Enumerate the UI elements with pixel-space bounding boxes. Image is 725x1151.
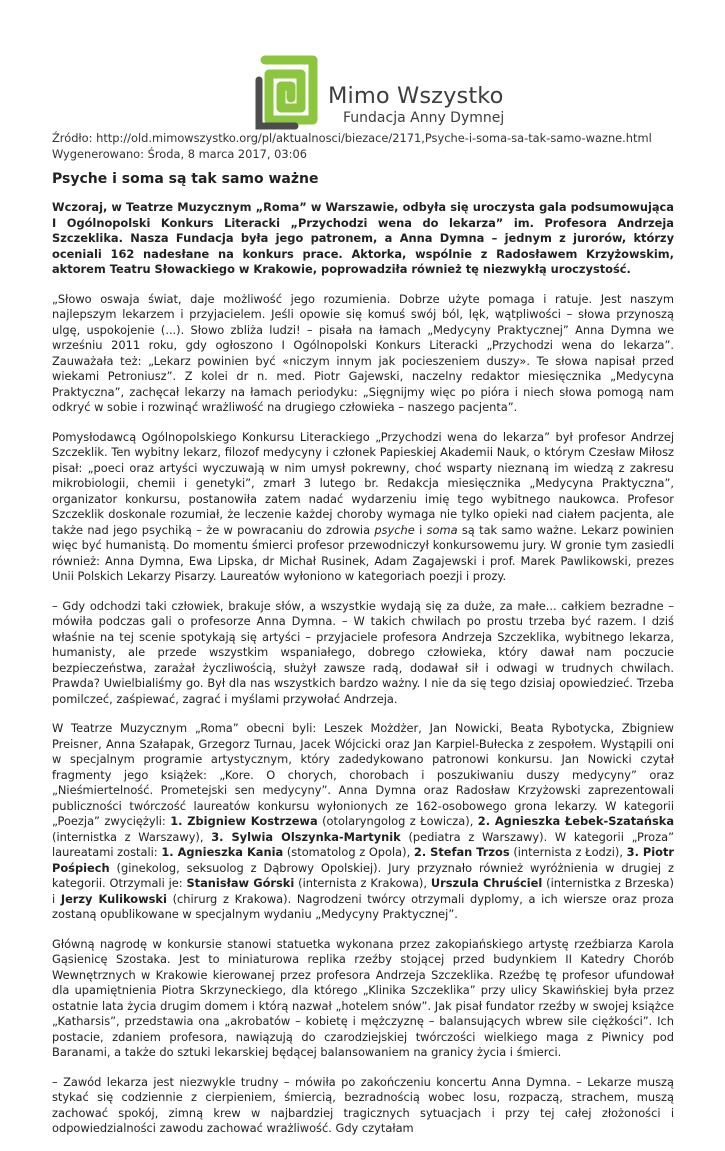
soma-term: soma (426, 522, 458, 537)
paragraph-4 (52, 721, 674, 923)
distinction-desc: (internistka z Brzeska) i (52, 876, 674, 906)
winner-name: 1. Zbigniew Kostrzewa (170, 814, 318, 828)
winner-desc: (stomatolog z Opola), (286, 845, 411, 859)
winner-desc: (internista z Łodzi), (513, 845, 623, 859)
logo-subtitle: Fundacja Anny Dymnej (343, 110, 505, 126)
psyche-term: psyche (374, 522, 415, 537)
distinction-desc: (chirurg z Krakowa). Nagrodzeni twórcy otrzymali dyplomy, a ich wiersze oraz proza zostaną opublikowane w specjalnym wydaniu „Medycyny Praktycznej”. (52, 891, 675, 921)
paragraph-5: Główną nagrodę w konkursie stanowi statuetka wykonana przez zakopiańskiego artystę rzeźbiarza Karola Gąsienicę Szostaka. Jest to miniaturowa replika rzeźby stojącej przed budynkiem II Katedry Chorób Wewnętrznych w Krakowie kierowanej przez profesora Andrzeja Szczeklika. Rzeźbę tę profesor ufundował dla upamiętnienia Piotra Skrzyneckiego, dla którego „Klinika Szczeklika” przy ulicy Skawińskiej była przez ostatnie lata życia drugim domem i którą nazwał „hotelem snów”. Jak pisał fundator rzeźby w swojej książce „Katharsis”, przedstawia ona „akrobatów – kobietę i mężczyznę – balansujących wbrew sile ciężkości”. Ich postacie, zdaniem profesora, nawiązują do czarodziejskiej twórczości wielkiego maga z Piwnicy pod Baranami, a także do sztuki lekarskiej będącej balansowaniem na granicy życia i śmierci. (52, 936, 674, 1059)
distinction-desc: (internista z Krakowa), (298, 876, 427, 890)
paragraph-6: – Zawód lekarza jest niezwykle trudny – mówiła po zakończeniu koncertu Anna Dymna. – Lekarze muszą stykać się codziennie z cierpieniem, śmiercią, bezradnością wobec losu, rozpaczą, strachem, muszą zachować spokój, zimną krew w najbardziej tragicznych sytuacjach i przy tej całej złożoności i odpowiedzialności zawodu zachować wrażliwość. Gdy czytałam (52, 1074, 674, 1135)
winner-desc: (otolaryngolog z Łowicza), (322, 814, 474, 828)
generated-date: Wygenerowano: Środa, 8 marca 2017, 03:06 (52, 146, 307, 161)
distinction-name: Jerzy Kulikowski (60, 891, 167, 906)
winner-name: 1. Agnieszka Kania (161, 845, 284, 859)
winner-desc: (internistka z Warszawy), (52, 829, 204, 844)
paragraph-1: „Słowo oswaja świat, daje możliwość jego rozumienia. Dobrze użyte pomaga i ratuje. Jest naszym najlepszym lekarzem i przyjacielem. Jeśli opowie się komuś swój ból, lęk, wątpliwości – słowa przynoszą ulgę, uspokojenie (...). Słowo zbliża ludzi! – pisała na łamach „Medycyny Praktycznej” Anna Dymna we wrześniu 2011 roku, gdy ogłoszono I Ogólnopolski Konkurs Literacki „Przychodzi wena do lekarza”. Zauważała też: „Lekarz powinien być «niczym innym jak pocieszeniem duszy». Te słowa napisał przed wiekami Petroniusz”. Z kolei dr n. med. Piotr Gajewski, naczelny redaktor miesięcznika „Medycyna Praktyczna”, zachęcał lekarzy na łamach periodyku: „Sięgnijmy więc po pióra i niech słowa pomogą nam odkryć w sobie i rozwinąć wrażliwość na drugiego człowieka – naszego pacjenta”. (52, 291, 674, 414)
paragraph-2-text-b: są tak samo ważne. Lekarz powinien więc być humanistą. Do momentu śmierci profesor przewodniczył konkursowemu jury. W gronie tym zasiedli również: Anna Dymna, Ewa Lipska, dr Michał Rusinek, Adam Zagajewski i prof. Marek Pawlikowski, prezes Unii Polskich Lekarzy Pisarzy. Laureatów wyłoniono w kategoriach poezji i prozy. (52, 522, 674, 583)
document-meta (52, 131, 692, 162)
winner-name: 3. Sylwia Olszynka-Martynik (211, 829, 401, 844)
spiral-icon (255, 52, 323, 132)
source-url: Źródło: http://old.mimowszystko.org/pl/aktualnosci/biezace/2171,Psyche-i-soma-sa-tak-samo-wazne.html (52, 131, 652, 145)
paragraph-2 (52, 430, 674, 585)
winner-desc: (ginekolog, seksuolog z Dąbrowy Opolskiej). Jury przyznało również wyróżnienia w drugiej z kategorii. Otrzymali je: (52, 860, 674, 890)
paragraph-4-intro: W Teatrze Muzycznym „Roma” obecni byli: Leszek Możdżer, Jan Nowicki, Beata Rybotycka, Zbigniew Preisner, Anna Szałapak, Grzegorz Turnau, Jacek Wójcicki oraz Jan Karpiel-Bułecka z zespołem. Wystąpili oni w specjalnym programie artystycznym, który zadedykowano patronowi konkursu. Jan Nowicki czytał fragmenty jego książek: „Kore. O chorych, chorobach i poszukiwaniu duszy medycyny” oraz „Nieśmiertelność. Prometejski sen medycyny”. Anna Dymna oraz Radosław Krzyżowski zaprezentowali publiczności twórczość laureatów konkursu wyłonionych ze 162-osobowego grona lekarzy. W kategorii „Poezja” zwyciężyli: (52, 721, 674, 828)
paragraph-2-and: i (419, 522, 423, 537)
paragraph-2-text-a: Pomysłodawcą Ogólnopolskiego Konkursu Literackiego „Przychodzi wena do lekarza” był profesor Andrzej Szczeklik. Ten wybitny lekarz, filozof medycyny i członek Papieskiej Akademii Nauk, o którym Czesław Miłosz pisał: „poeci oraz artyści wyczuwają w nim umysł pokrewny, choć wsparty nieznaną im wiedzą z zakresu mikrobiologii, chemii i genetyki”, zmarł 3 lutego br. Redakcja miesięcznika „Medycyna Praktyczna”, organizator konkursu, postanowiła zatem nadać wydarzeniu imię tego wybitnego naukowca. Profesor Szczeklik doskonale rozumiał, że leczenie każdej choroby wymaga nie tylko opieki nad ciałem pacjenta, ale także nad jego psychiką – że w powracaniu do zdrowia (52, 429, 674, 537)
distinction-name: Stanisław Górski (186, 876, 295, 890)
foundation-logo (255, 52, 505, 132)
winner-name: 2. Stefan Trzos (413, 845, 510, 859)
winner-desc: (pediatra z Warszawy). W kategorii „Proza” laureatami zostali: (52, 829, 674, 859)
distinction-name: Urszula Chruściel (430, 876, 543, 890)
article-lead: Wczoraj, w Teatrze Muzycznym „Roma” w Warszawie, odbyła się uroczysta gala podsumowująca I Ogólnopolski Konkurs Literacki „Przychodzi wena do lekarza” im. Profesora Andrzeja Szczeklika. Nasza Fundacja była jego patronem, a Anna Dymna – jednym z jurorów, którzy oceniali 162 nadesłane na konkurs prace. Aktorka, wspólnie z Radosławem Krzyżowskim, aktorem Teatru Słowackiego w Krakowie, poprowadziła również tę niezwykłą uroczystość. (52, 200, 674, 276)
logo-name: Mimo Wszystko (328, 83, 504, 109)
winner-name: 3. Piotr Pośpiech (52, 845, 675, 875)
article-body (52, 200, 674, 1151)
winner-name: 2. Agnieszka Łebek-Szatańska (477, 814, 675, 828)
paragraph-3: – Gdy odchodzi taki człowiek, brakuje słów, a wszystkie wydają się za duże, za małe... całkiem bezradne – mówiła podczas gali o profesorze Anna Dymna. – W takich chwilach po prostu trzeba być razem. I dziś właśnie na tej scenie spotykają się artyści – przyjaciele profesora Andrzeja Szczeklika, wybitnego lekarza, humanisty, ale przede wszystkim wspaniałego, dobrego człowieka, który dawał nam poczucie bezpieczeństwa, zarażał życzliwością, służył zawsze radą, dodawał sił i odwagi w trudnych chwilach. Prawda? Uwielbialiśmy go. Był dla nas wszystkich bardzo ważny. I nie da się tego dzisiaj opowiedzieć. Trzeba pomilczeć, zaśpiewać, zagrać i myślami przywołać Andrzeja. (52, 598, 674, 706)
article-title: Psyche i soma są tak samo ważne (52, 171, 319, 187)
